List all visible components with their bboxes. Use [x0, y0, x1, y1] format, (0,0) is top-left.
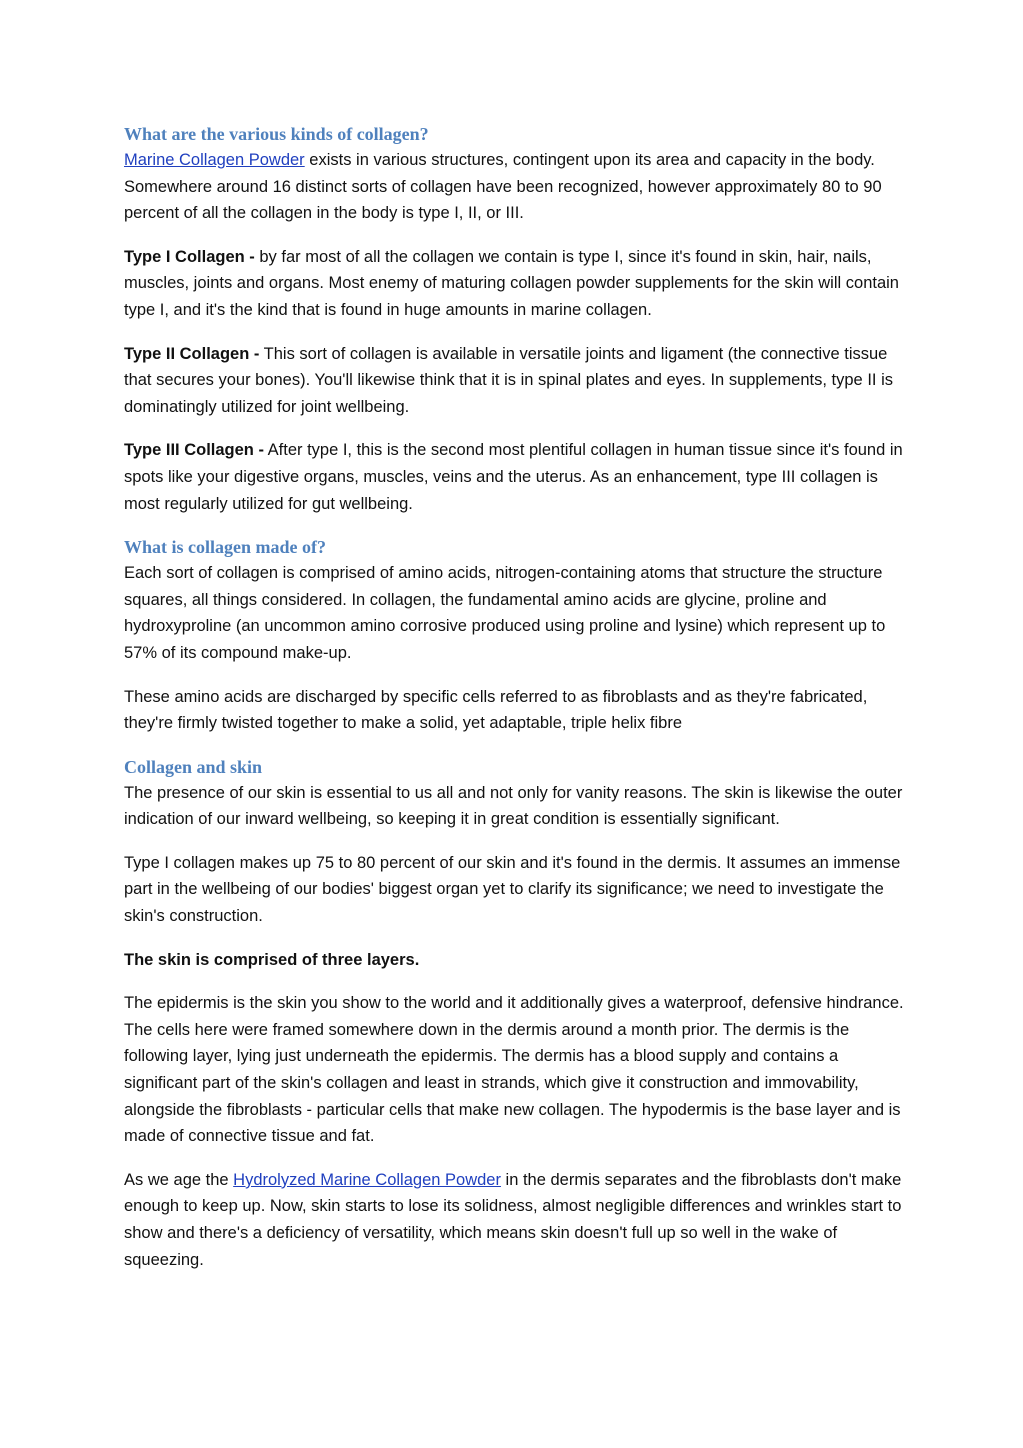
- hydrolyzed-marine-collagen-link[interactable]: Hydrolyzed Marine Collagen Powder: [233, 1170, 501, 1189]
- heading-collagen-made-of: What is collagen made of?: [124, 537, 326, 558]
- type-3-label: Type III Collagen -: [124, 441, 264, 460]
- type-3-paragraph: [124, 437, 906, 517]
- amino-acids-paragraph: Each sort of collagen is comprised of amino acids, nitrogen-containing atoms that structure the structure squares, all things considered. In collagen, the fundamental amino acids are glycine, proline and hydroxyproline (an uncommon amino corrosive produced using proline and lysine) which represent up to 57% of its compound make-up.: [124, 564, 886, 662]
- layers-paragraph: The epidermis is the skin you show to the world and it additionally gives a waterproof, defensive hindrance. The cells here were framed somewhere down in the dermis around a month prior. The dermis is the following layer, lying just underneath the epidermis. The dermis has a blood supply and contains a significant part of the skin's collagen and least in strands, which give it construction and immovability, alongside the fibroblasts - particular cells that make new collagen. The hypodermis is the base layer and is made of connective tissue and fat.: [124, 994, 904, 1146]
- type-1-label: Type I Collagen -: [124, 247, 255, 266]
- three-layers-bold: The skin is comprised of three layers.: [124, 950, 420, 969]
- three-layers-line: [124, 947, 906, 974]
- type-2-text: This sort of collagen is available in versatile joints and ligament (the connective tissue that secures your bones). You'll likewise think that it is in spinal plates and eyes. In supplements, type II is dominatingly utilized for joint wellbeing.: [124, 344, 893, 416]
- document-body: [124, 121, 906, 1290]
- type-1-paragraph: [124, 244, 906, 324]
- intro-paragraph: [124, 147, 906, 227]
- marine-collagen-powder-link[interactable]: Marine Collagen Powder: [124, 151, 305, 169]
- type-2-label: Type II Collagen -: [124, 344, 260, 363]
- type-1-text: by far most of all the collagen we contain is type I, since it's found in skin, hair, nails, muscles, joints and organs. Most enemy of maturing collagen powder supplements for the skin will contain type I, and it's the kind that is found in huge amounts in marine collagen.: [124, 247, 899, 319]
- type-3-text: After type I, this is the second most plentiful collagen in human tissue since it's found in spots like your digestive organs, muscles, veins and the uterus. As an enhancement, type III collagen is most regularly utilized for gut wellbeing.: [124, 441, 903, 513]
- aging-text-before: As we age the: [124, 1170, 234, 1189]
- fibroblasts-paragraph: These amino acids are discharged by specific cells referred to as fibroblasts and as they're fabricated, they're firmly twisted together to make a solid, yet adaptable, triple helix fibre: [124, 687, 868, 733]
- heading-kinds-of-collagen: What are the various kinds of collagen?: [124, 124, 429, 144]
- aging-paragraph: [124, 1167, 906, 1273]
- skin-presence-paragraph: The presence of our skin is essential to us all and not only for vanity reasons. The skin is likewise the outer indication of our inward wellbeing, so keeping it in great condition is essentially significant.: [124, 783, 903, 829]
- type-1-skin-paragraph: Type I collagen makes up 75 to 80 percent of our skin and it's found in the dermis. It assumes an immense part in the wellbeing of our bodies' biggest organ yet to clarify its significance; we need to investigate the skin's construction.: [124, 853, 901, 926]
- aging-text-after: in the dermis separates and the fibroblasts don't make enough to keep up. Now, skin starts to lose its solidness, almost negligible differences and wrinkles start to show and there's a deficiency of versatility, which means skin doesn't full up so well in the wake of squeezing.: [124, 1170, 902, 1269]
- type-2-paragraph: [124, 341, 906, 421]
- intro-text: exists in various structures, contingent upon its area and capacity in the body. Somewhere around 16 distinct sorts of collagen have been recognized, however approximately 80 to 90 percent of all the collagen in the body is type I, II, or III.: [124, 151, 882, 223]
- heading-collagen-and-skin: Collagen and skin: [124, 756, 263, 777]
